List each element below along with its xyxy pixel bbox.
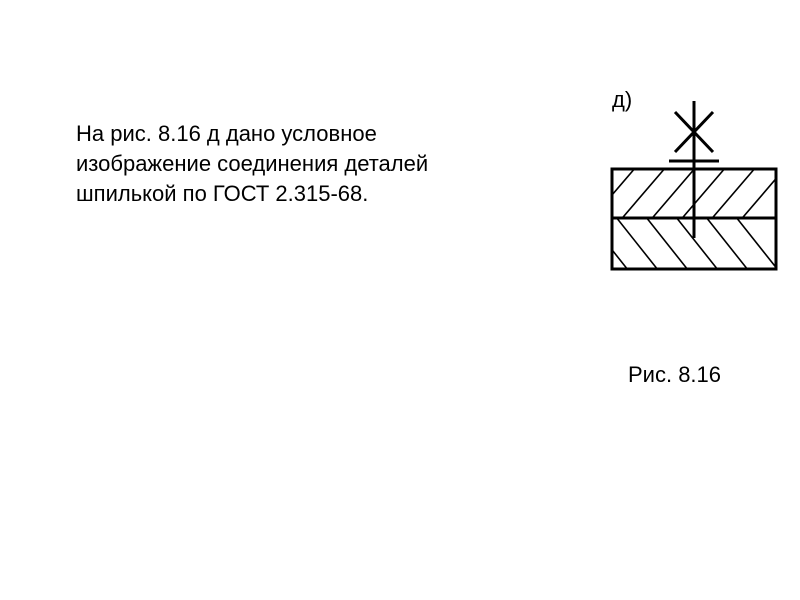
description-text xyxy=(76,119,516,209)
description-line-3: шпилькой по ГОСТ 2.315-68. xyxy=(76,181,369,206)
bottom-part-hatching xyxy=(600,212,782,275)
description-line-2: изображение соединения деталей xyxy=(76,151,429,176)
stud-connection-drawing xyxy=(600,95,790,280)
figure-label: д) xyxy=(612,87,633,112)
description-line-1: На рис. 8.16 д дано условное xyxy=(76,121,377,146)
figure-caption: Рис. 8.16 xyxy=(628,362,722,387)
